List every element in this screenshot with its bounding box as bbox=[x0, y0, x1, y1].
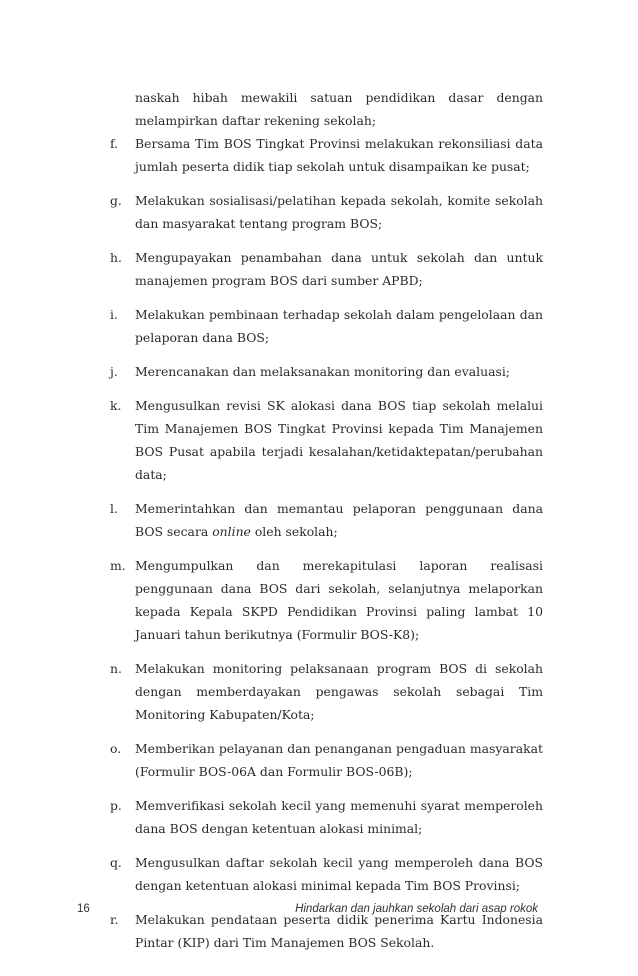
list-marker: f. bbox=[110, 136, 119, 151]
list-item-text: Memberikan pelayanan dan penanganan pengaduan masyarakat (Formulir BOS-06A dan Formulir BOS-06B); bbox=[135, 741, 543, 779]
list-marker: n. bbox=[110, 661, 122, 676]
list-item-text-after: oleh sekolah; bbox=[250, 524, 338, 539]
list-marker: p. bbox=[110, 798, 122, 813]
continuation-line-2: melampirkan daftar rekening sekolah; bbox=[135, 113, 377, 128]
list-marker: h. bbox=[110, 250, 122, 265]
list-item-p bbox=[110, 794, 543, 840]
list-marker: r. bbox=[110, 912, 119, 927]
list-marker: o. bbox=[110, 741, 122, 756]
list-item-f bbox=[110, 132, 543, 178]
list-item-text-before: Memerintahkan dan memantau pelaporan penggunaan dana BOS secara bbox=[135, 501, 543, 539]
list-marker: q. bbox=[110, 855, 122, 870]
list-marker: j. bbox=[110, 364, 118, 379]
list-marker: i. bbox=[110, 307, 118, 322]
continuation-line-1: naskah hibah mewakili satuan pendidikan dasar dengan bbox=[135, 90, 543, 105]
list-item-text: Melakukan monitoring pelaksanaan program BOS di sekolah dengan memberdayakan pengawas sekolah sebagai Tim Monitoring Kabupaten/Kota; bbox=[135, 661, 543, 722]
list-item-l bbox=[110, 497, 543, 543]
list-item-text: Memverifikasi sekolah kecil yang memenuhi syarat memperoleh dana BOS dengan ketentuan alokasi minimal; bbox=[135, 798, 543, 836]
list-item-text-emphasis: online bbox=[212, 524, 251, 539]
footer-slogan: Hindarkan dan jauhkan sekolah dari asap rokok bbox=[295, 903, 538, 915]
list-item-text: Melakukan pendataan peserta didik penerima Kartu Indonesia Pintar (KIP) dari Tim Manajemen BOS Sekolah. bbox=[135, 912, 543, 950]
list-item-text: Merencanakan dan melaksanakan monitoring dan evaluasi; bbox=[135, 364, 510, 379]
list-marker: m. bbox=[110, 558, 126, 573]
list-item-k bbox=[110, 394, 543, 486]
list-marker: l. bbox=[110, 501, 118, 516]
list-item-text: Melakukan sosialisasi/pelatihan kepada sekolah, komite sekolah dan masyarakat tentang program BOS; bbox=[135, 193, 543, 231]
list-item-text: Bersama Tim BOS Tingkat Provinsi melakukan rekonsiliasi data jumlah peserta didik tiap sekolah untuk disampaikan ke pusat; bbox=[135, 136, 543, 174]
list-item-m bbox=[110, 554, 543, 646]
list-marker: g. bbox=[110, 193, 122, 208]
page-number: 16 bbox=[77, 903, 90, 915]
list-item-text: Mengusulkan daftar sekolah kecil yang memperoleh dana BOS dengan ketentuan alokasi minimal kepada Tim BOS Provinsi; bbox=[135, 855, 543, 893]
continuation-paragraph bbox=[135, 86, 543, 132]
list-item-text: Melakukan pembinaan terhadap sekolah dalam pengelolaan dan pelaporan dana BOS; bbox=[135, 307, 543, 345]
list-item-text: Mengumpulkan dan merekapitulasi laporan realisasi penggunaan dana BOS dari sekolah, selanjutnya melaporkan kepada Kepala SKPD Pendidikan Provinsi paling lambat 10 Januari tahun berikutnya (Formulir BOS-K8); bbox=[135, 558, 543, 642]
list-item-text: Mengusulkan revisi SK alokasi dana BOS tiap sekolah melalui Tim Manajemen BOS Tingkat Provinsi kepada Tim Manajemen BOS Pusat apabila terjadi kesalahan/ketidaktepatan/perubahan data; bbox=[135, 398, 543, 482]
list-item-j bbox=[110, 360, 543, 383]
list-item-text: Mengupayakan penambahan dana untuk sekolah dan untuk manajemen program BOS dari sumber APBD; bbox=[135, 250, 543, 288]
list-item-n bbox=[110, 657, 543, 726]
duty-list bbox=[110, 132, 543, 965]
list-item-o bbox=[110, 737, 543, 783]
list-item-i bbox=[110, 303, 543, 349]
list-marker: k. bbox=[110, 398, 122, 413]
list-item-g bbox=[110, 189, 543, 235]
list-item-h bbox=[110, 246, 543, 292]
list-item-q bbox=[110, 851, 543, 897]
